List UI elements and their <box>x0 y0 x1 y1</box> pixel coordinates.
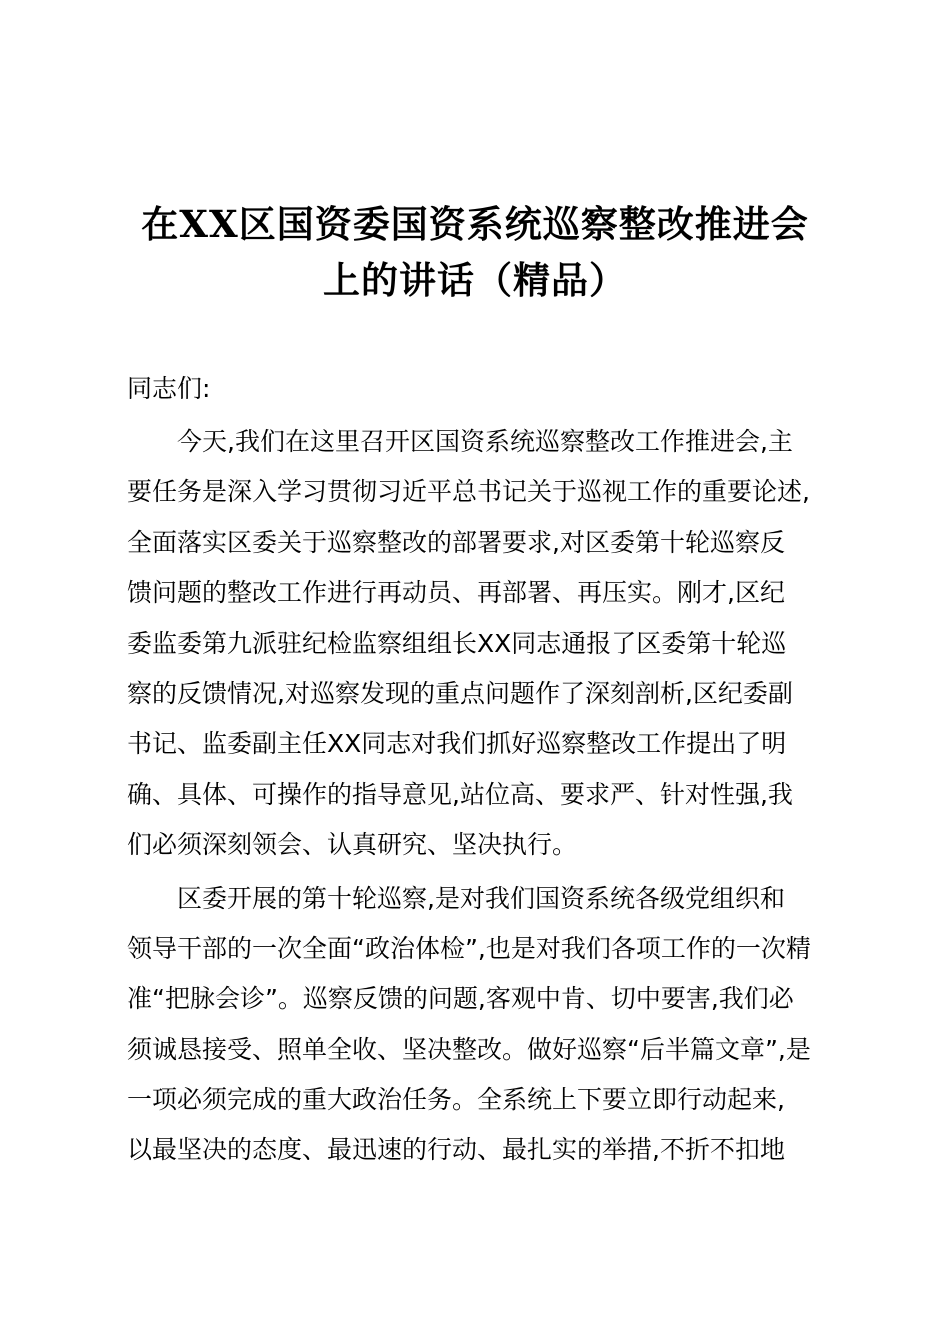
paragraph-line: 以最坚决的态度、最迅速的行动、最扎实的举措,不折不扣地 <box>127 1135 785 1165</box>
paragraph-line: 察的反馈情况,对巡察发现的重点问题作了深刻剖析,区纪委副 <box>127 678 793 708</box>
paragraph-line: 今天,我们在这里召开区国资系统巡察整改工作推进会,主 <box>177 427 793 456</box>
paragraph-1 <box>127 417 827 871</box>
paragraph-line: 要任务是深入学习贯彻习近平总书记关于巡视工作的重要论述, <box>127 477 810 507</box>
paragraph-line: 区委开展的第十轮巡察,是对我们国资系统各级党组织和 <box>177 883 785 913</box>
paragraph-line: 确、具体、可操作的指导意见,站位高、要求严、针对性强,我 <box>127 779 793 809</box>
paragraph-line: 委监委第九派驻纪检监察组组长XX同志通报了区委第十轮巡 <box>127 628 787 658</box>
paragraph-line: 准“把脉会诊”。巡察反馈的问题,客观中肯、切中要害,我们必 <box>127 984 794 1014</box>
paragraph-line: 领导干部的一次全面“政治体检”,也是对我们各项工作的一次精 <box>127 933 811 963</box>
paragraph-line: 馈问题的整改工作进行再动员、再部署、再压实。刚才,区纪 <box>127 578 785 608</box>
document-title <box>120 196 830 308</box>
document-body <box>127 364 827 1179</box>
title-line: 上的讲话（精品） <box>323 258 627 302</box>
salutation: 同志们: <box>127 374 211 403</box>
paragraph-line: 书记、监委副主任XX同志对我们抓好巡察整改工作提出了明 <box>127 729 787 759</box>
paragraph-line: 全面落实区委关于巡察整改的部署要求,对区委第十轮巡察反 <box>127 527 785 557</box>
title-line: 在XX区国资委国资系统巡察整改推进会 <box>141 202 809 246</box>
paragraph-line: 一项必须完成的重大政治任务。全系统上下要立即行动起来, <box>127 1085 785 1115</box>
paragraph-2 <box>127 874 827 1176</box>
paragraph-line: 们必须深刻领会、认真研究、坚决执行。 <box>127 830 578 860</box>
paragraph-line: 须诚恳接受、照单全收、坚决整改。做好巡察“后半篇文章”,是 <box>127 1034 811 1064</box>
